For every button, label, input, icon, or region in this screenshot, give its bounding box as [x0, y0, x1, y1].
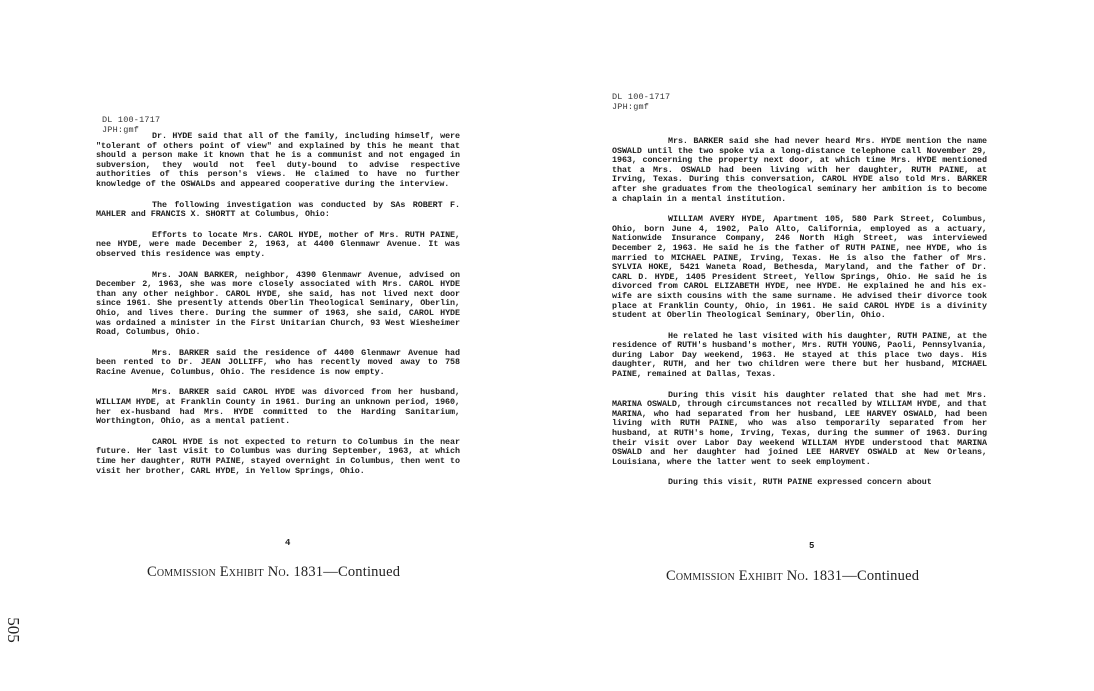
paragraph: During this visit, RUTH PAINE expressed concern about [668, 477, 932, 488]
paragraph: WILLIAM AVERY HYDE, Apartment 105, 580 Park Street, Columbus, Ohio, born June 4, 1902, Palo Alto, California, employed as a actuary, Nationwide Insurance Company, 246 North High Street, was interviewed December 2, 1963. He said he is the father of RUTH PAINE, nee HYDE, who is married to MICHAEL PAINE, Irving, Texas. He is also the father of Mrs. SYLVIA HOKE, 5421 Waneta Road, Bethesda, Maryland, and the father of Dr. CARL D. HYDE, 1405 President Street, Yellow Springs, Ohio. He said he is divorced from CAROL ELIZABETH HYDE, nee HYDE. He explained he and his ex-wife are sixth cousins with the same surname. He advised their divorce took place at Franklin County, Ohio, in 1961. He said CAROL HYDE is a divinity student at Oberlin Theological Seminary, Oberlin, Ohio. [612, 214, 987, 321]
page-number: 4 [285, 538, 291, 548]
page-number: 5 [809, 541, 815, 551]
body-text [612, 137, 987, 499]
typist-initials: JPH:gmf [612, 102, 650, 112]
caption-prefix: Commission Exhibit No. [666, 568, 809, 584]
exhibit-caption [666, 568, 919, 585]
paragraph: Mrs. BARKER said she had never heard Mrs. HYDE mention the name OSWALD until the two spoke via a long-distance telephone call November 29, 1963, concerning the property next door, at which time Mrs. HYDE mentioned that a Mrs. OSWALD had been living with her daughter, RUTH PAINE, at Irving, Texas. During this conversation, CAROL HYDE also told Mrs. BARKER after she graduates from the theological seminary her ambition is to become a chaplain in a mental institution. [612, 136, 987, 204]
paragraph: He related he last visited with his daughter, RUTH PAINE, at the residence of RUTH's husband's mother, Mrs. RUTH YOUNG, Paoli, Pennsylvania, during Labor Day weekend, 1963. He stayed at this place two days. His daughter, RUTH, and her two children were there but her husband, MICHAEL PAINE, remained at Dallas, Texas. [612, 330, 987, 380]
caption-suffix: 1831—Continued [812, 568, 920, 584]
paragraph: The following investigation was conducted by SAs ROBERT F. MAHLER and FRANCIS X. SHORTT at Columbus, Ohio: [96, 199, 460, 220]
file-number: DL 100-1717 [102, 115, 161, 125]
paragraph: CAROL HYDE is not expected to return to Columbus in the near future. Her last visit to Columbus was during September, 1963, at which time her daughter, RUTH PAINE, stayed overnight in Columbus, then went to visit her brother, CARL HYDE, in Yellow Springs, Ohio. [96, 436, 460, 476]
right-page [547, 0, 1094, 691]
body-text [96, 132, 460, 487]
file-reference [612, 92, 670, 112]
paragraph: During this visit his daughter related that she had met Mrs. MARINA OSWALD, through circumstances not recalled by WILLIAM HYDE, and that MARINA, who had separated from her husband, LEE HARVEY OSWALD, had been living with RUTH PAINE, who was also temporarily separated from her husband, at RUTH's home, Irving, Texas, during the summer of 1963. During their visit over Labor Day weekend WILLIAM HYDE understood that MARINA OSWALD and her daughter had joined LEE HARVEY OSWALD at New Orleans, Louisiana, where the latter went to seek employment. [612, 389, 987, 467]
paragraph: Mrs. JOAN BARKER, neighbor, 4390 Glenmawr Avenue, advised on December 2, 1963, she was more closely associated with Mrs. CAROL HYDE than any other neighbor. CAROL HYDE, she said, has not lived next door since 1961. She presently attends Oberlin Theological Seminary, Oberlin, Ohio, and lives there. During the summer of 1963, she said, CAROL HYDE was ordained a minister in the First Unitarian Church, 93 West Wiesheimer Road, Columbus, Ohio. [96, 269, 460, 338]
paragraph: Mrs. BARKER said CAROL HYDE was divorced from her husband, WILLIAM HYDE, at Franklin County in 1961. During an unknown period, 1960, her ex-husband had Mrs. HYDE committed to the Harding Sanitarium, Worthington, Ohio, as a mental patient. [96, 387, 460, 427]
paragraph: Dr. HYDE said that all of the family, including himself, were "tolerant of others point of view" and explained by this he meant that should a person make it known that he is a communist and not engaged in subversion, they would not feel duty-bound to advise respective authorities of this person's views. He claimed to have no further knowledge of the OSWALDs and appeared cooperative during the interview. [96, 131, 460, 189]
exhibit-caption [147, 564, 400, 581]
file-number: DL 100-1717 [612, 92, 671, 102]
caption-prefix: Commission Exhibit No. [147, 564, 290, 580]
paragraph: Efforts to locate Mrs. CAROL HYDE, mother of Mrs. RUTH PAINE, nee HYDE, were made December 2, 1963, at 4400 Glenmawr Avenue. It was observed this residence was empty. [96, 229, 460, 259]
caption-suffix: 1831—Continued [293, 564, 401, 580]
paragraph: Mrs. BARKER said the residence of 4400 Glenmawr Avenue had been rented to Dr. JEAN JOLLIFF, who has recently moved away to 758 Racine Avenue, Columbus, Ohio. The residence is now empty. [96, 347, 460, 377]
margin-page-number: 505 [4, 617, 23, 643]
typist-initials: JPH:gmf [102, 125, 140, 135]
